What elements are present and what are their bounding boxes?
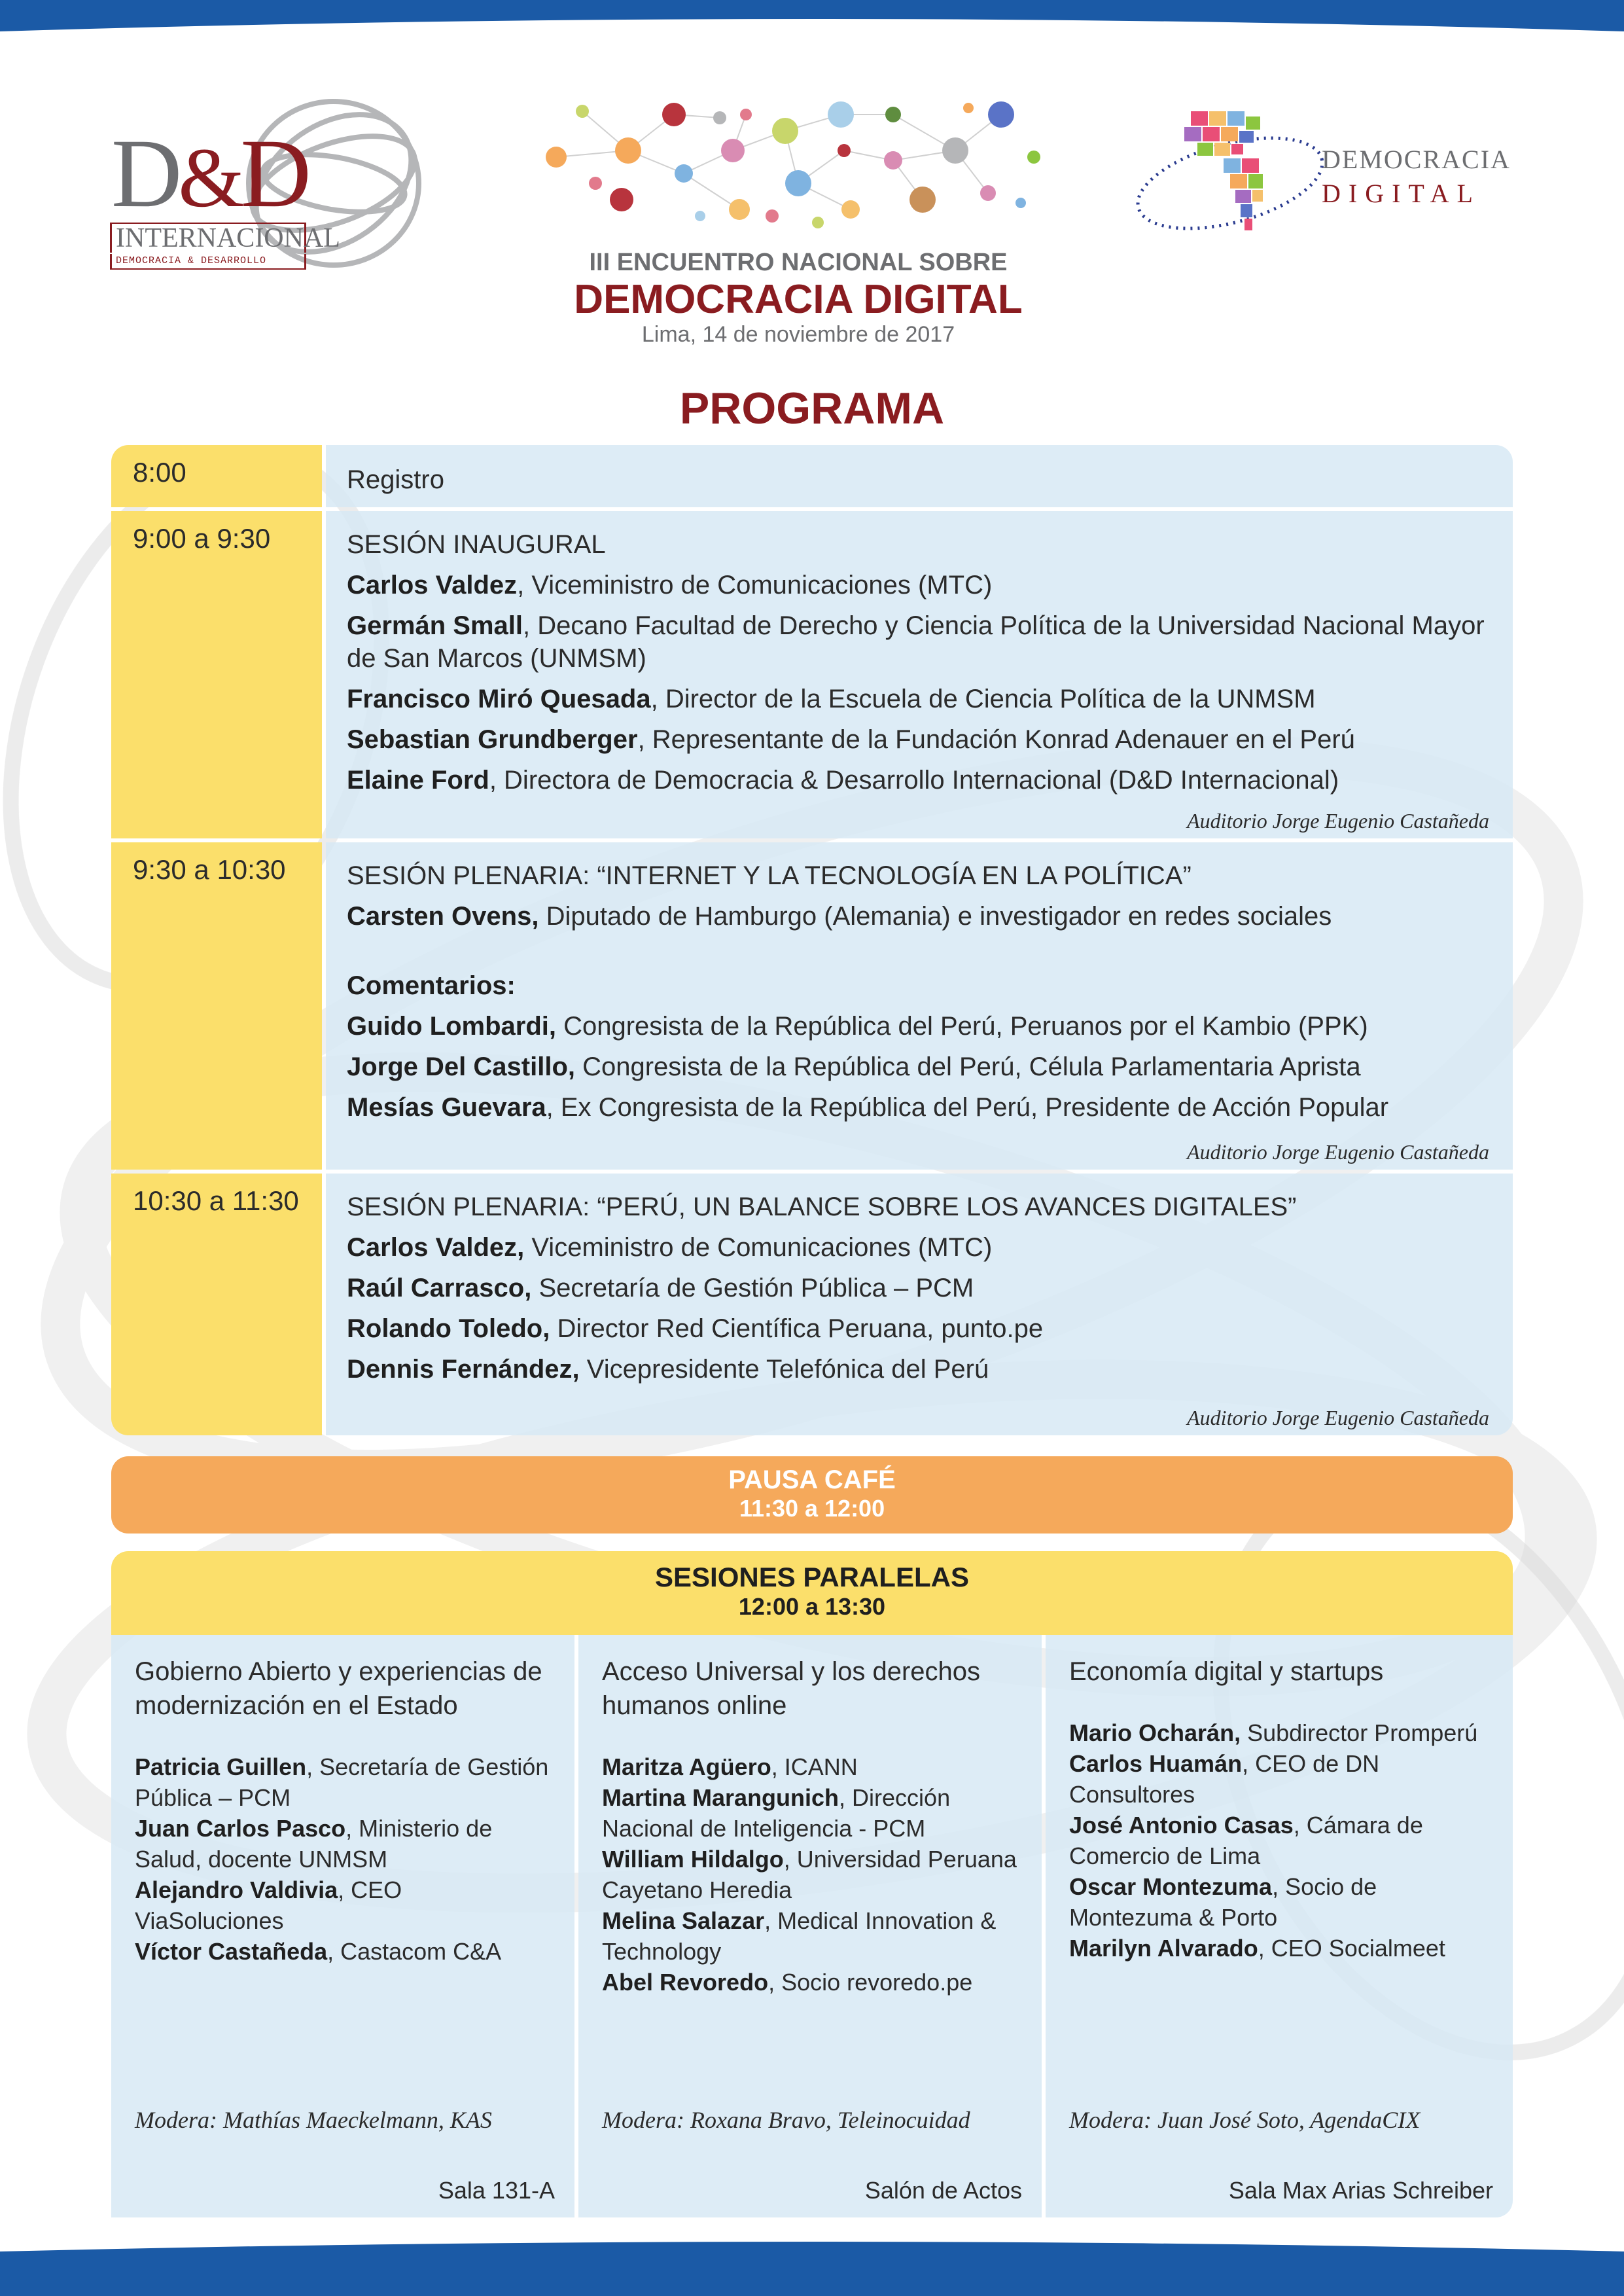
- speaker-line: José Antonio Casas, Cámara de Comercio de Lima: [1069, 1812, 1423, 1869]
- speaker-line: Abel Revoredo, Socio revoredo.pe: [602, 1969, 973, 1996]
- speaker-line: Raúl Carrasco, Secretaría de Gestión Pública – PCM: [347, 1274, 974, 1302]
- session-title: SESIÓN PLENARIA: “PERÚ, UN BALANCE SOBRE LOS AVANCES DIGITALES”: [347, 1193, 1297, 1221]
- speaker-line: Carlos Valdez, Viceministro de Comunicaciones (MTC): [347, 1233, 993, 1262]
- speaker-line: Alejandro Valdivia, CEO ViaSoluciones: [135, 1876, 402, 1934]
- speaker-line: Elaine Ford, Directora de Democracia & Desarrollo Internacional (D&D Internacional): [347, 766, 1339, 795]
- session-time: 8:00: [111, 445, 322, 507]
- speaker-line: Germán Small, Decano Facultad de Derecho y Ciencia Política de la Universidad Nacional Mayor de San Marcos (UNMSM): [347, 611, 1485, 673]
- session-title: Registro: [347, 465, 444, 494]
- parallel-session-gobierno-abierto: [111, 1635, 574, 2217]
- session-venue: Auditorio Jorge Eugenio Castañeda: [1187, 809, 1489, 833]
- room-label: Salón de Actos: [864, 2177, 1022, 2204]
- parallel-session-title: Economía digital y startups: [1069, 1657, 1384, 1686]
- democracia-word: DEMOCRACIA: [1322, 145, 1511, 174]
- session-time: 9:00 a 9:30: [111, 511, 322, 838]
- moderator: Modera: Juan José Soto, AgendaCIX: [1069, 2107, 1421, 2133]
- comentarios-label: Comentarios:: [347, 971, 516, 1000]
- speaker-line: Víctor Castañeda, Castacom C&A: [135, 1938, 502, 1965]
- speaker-line: Carlos Valdez, Viceministro de Comunicaciones (MTC): [347, 571, 993, 600]
- speaker-line: Mario Ocharán, Subdirector Promperú: [1069, 1719, 1478, 1746]
- speaker-line: Francisco Miró Quesada, Director de la Escuela de Ciencia Política de la UNMSM: [347, 685, 1316, 713]
- session-venue: Auditorio Jorge Eugenio Castañeda: [1187, 1406, 1489, 1429]
- schedule-row-registro: [111, 445, 1513, 507]
- dd-internacional-text: INTERNACIONAL: [110, 223, 306, 253]
- parallel-sessions-time: 12:00 a 13:30: [738, 1593, 886, 1620]
- session-content: [326, 511, 1513, 838]
- schedule-row-plenaria-peru: [111, 1174, 1513, 1435]
- session-venue: Auditorio Jorge Eugenio Castañeda: [1187, 1140, 1489, 1164]
- speaker-line: Dennis Fernández, Vicepresidente Telefónica del Perú: [347, 1355, 989, 1384]
- event-title: DEMOCRACIA DIGITAL: [574, 277, 1023, 322]
- session-content: [326, 445, 1513, 507]
- coffee-break-title: PAUSA CAFÉ: [728, 1465, 896, 1494]
- speaker-line: Guido Lombardi, Congresista de la República del Perú, Peruanos por el Kambio (PPK): [347, 1012, 1368, 1041]
- speaker-line: Carsten Ovens, Diputado de Hamburgo (Alemania) e investigador en redes sociales: [347, 902, 1332, 931]
- speaker-line: Oscar Montezuma, Socio de Montezuma & Porto: [1069, 1873, 1377, 1931]
- session-content: [326, 842, 1513, 1170]
- moderator: Modera: Mathías Maeckelmann, KAS: [135, 2107, 492, 2133]
- session-time: 10:30 a 11:30: [111, 1174, 322, 1435]
- dd-monogram: D&D: [111, 119, 308, 228]
- coffee-break-banner: [111, 1456, 1513, 1534]
- room-label: Sala Max Arias Schreiber: [1228, 2177, 1493, 2204]
- page-title: PROGRAMA: [679, 384, 945, 433]
- parallel-sessions-title: SESIONES PARALELAS: [655, 1562, 969, 1592]
- bottom-band: [0, 2238, 1624, 2296]
- session-time: 9:30 a 10:30: [111, 842, 322, 1170]
- speaker-line: Patricia Guillen, Secretaría de Gestión Pública – PCM: [135, 1753, 549, 1811]
- speaker-line: William Hildalgo, Universidad Peruana Cayetano Heredia: [602, 1846, 1017, 1903]
- speaker-line: Carlos Huamán, CEO de DN Consultores: [1069, 1750, 1380, 1808]
- parallel-session-acceso-universal: [578, 1635, 1042, 2217]
- speaker-line: Melina Salazar, Medical Innovation & Technology: [602, 1907, 997, 1965]
- digital-word: DIGITAL: [1322, 179, 1481, 208]
- coffee-break-time: 11:30 a 12:00: [739, 1495, 885, 1522]
- speaker-line: Mesías Guevara, Ex Congresista de la República del Perú, Presidente de Acción Popular: [347, 1093, 1389, 1122]
- parallel-session-title: Gobierno Abierto y experiencias de modernización en el Estado: [135, 1657, 542, 1720]
- schedule-row-inaugural: [111, 511, 1513, 838]
- democracia-digital-logo: [1132, 98, 1525, 255]
- speaker-line: Rolando Toledo, Director Red Científica Peruana, punto.pe: [347, 1314, 1044, 1343]
- speaker-line: Jorge Del Castillo, Congresista de la República del Perú, Célula Parlamentaria Aprista: [347, 1052, 1361, 1081]
- event-logo: [537, 85, 1060, 360]
- speaker-line: Sebastian Grundberger, Representante de la Fundación Konrad Adenauer en el Perú: [347, 725, 1355, 754]
- speaker-line: Martina Marangunich, Dirección Nacional de Inteligencia - PCM: [602, 1784, 951, 1842]
- parallel-session-economia-digital: [1046, 1635, 1513, 2217]
- americas-map-icon: [1132, 98, 1328, 255]
- network-nodes-icon: [537, 85, 1060, 242]
- event-subtitle: III ENCUENTRO NACIONAL SOBRE: [589, 249, 1008, 276]
- parallel-session-title: Acceso Universal y los derechos humanos online: [602, 1657, 981, 1720]
- room-label: Sala 131-A: [438, 2177, 555, 2204]
- moderator: Modera: Roxana Bravo, Teleinocuidad: [602, 2107, 970, 2133]
- event-date-place: Lima, 14 de noviembre de 2017: [641, 322, 955, 347]
- session-title: SESIÓN INAUGURAL: [347, 530, 606, 559]
- dd-tagline: DEMOCRACIA & DESARROLLO: [110, 254, 306, 270]
- top-band: [0, 0, 1624, 39]
- speaker-line: Juan Carlos Pasco, Ministerio de Salud, docente UNMSM: [135, 1815, 493, 1873]
- session-content: [326, 1174, 1513, 1435]
- dd-internacional-logo: [105, 85, 425, 275]
- session-title: SESIÓN PLENARIA: “INTERNET Y LA TECNOLOGÍA EN LA POLÍTICA”: [347, 861, 1192, 890]
- schedule-row-plenaria-internet: [111, 842, 1513, 1170]
- parallel-sessions-header: [111, 1551, 1513, 1635]
- speaker-line: Maritza Agüero, ICANN: [602, 1753, 858, 1780]
- speaker-line: Marilyn Alvarado, CEO Socialmeet: [1069, 1935, 1445, 1962]
- parallel-sessions-columns: [111, 1635, 1513, 2217]
